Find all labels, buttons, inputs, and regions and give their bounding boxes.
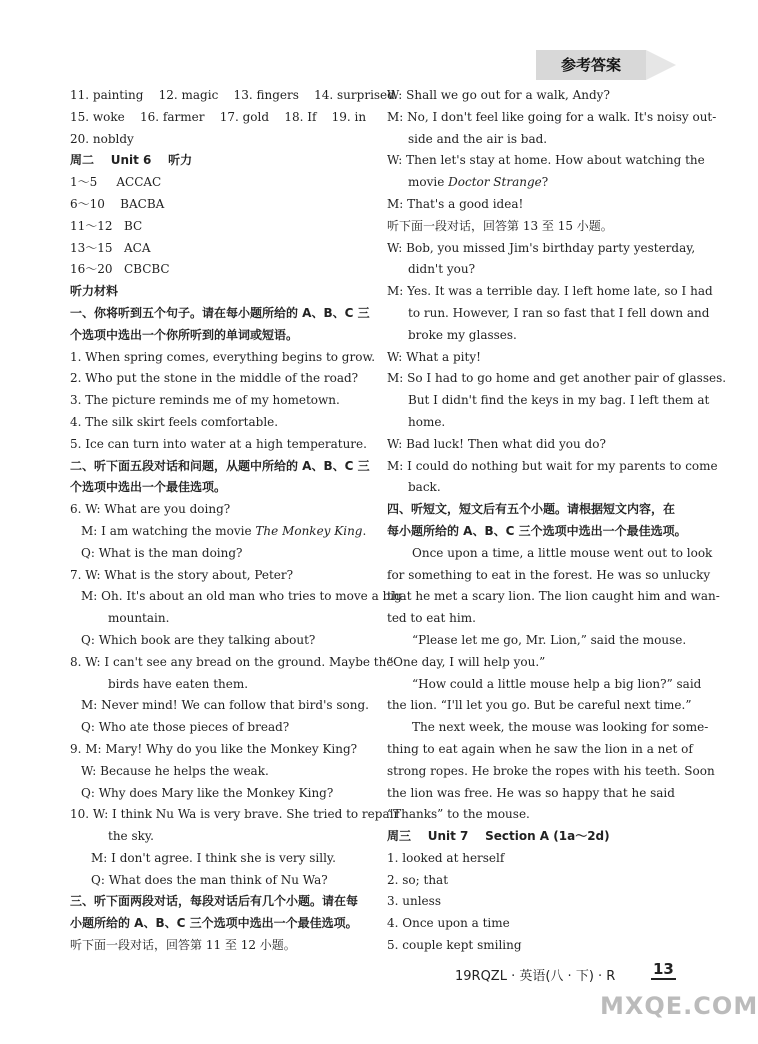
watermark: MXQE.COM (600, 992, 758, 1020)
left-line: 个选项中选出一个你所听到的单词或短语。 (70, 327, 299, 342)
left-line: 6. W: What are you doing? (70, 502, 231, 517)
right-line: didn't you? (408, 262, 476, 277)
left-line: M: I am watching the movie The Monkey King. (81, 523, 367, 538)
right-line: M: So I had to go home and get another pair of glasses. (387, 371, 727, 386)
left-line: Q: What is the man doing? (81, 545, 243, 560)
left-line: 三、听下面两段对话，每段对话后有几个小题。请在每 (70, 894, 359, 909)
left-line: 11～12 BC (70, 218, 143, 233)
left-line: 13～15 ACA (70, 240, 151, 255)
left-line: Q: Who ate those pieces of bread? (81, 720, 290, 735)
left-line: 二、听下面五段对话和问题，从题中所给的 A、B、C 三 (70, 458, 370, 473)
right-line: “Please let me go, Mr. Lion,” said the mouse. (412, 632, 687, 647)
right-line: M: No, I don't feel like going for a walk. It's noisy out- (387, 109, 717, 124)
right-line: that he met a scary lion. The lion caught him and wan- (387, 589, 720, 604)
right-column (387, 85, 727, 957)
left-line: 周二 Unit 6 听力 (70, 153, 193, 168)
left-line: M: Oh. It's about an old man who tries to move a big (81, 589, 402, 604)
left-line: mountain. (108, 611, 170, 626)
right-line: the lion. “I'll let you go. But be careful next time.” (387, 698, 692, 713)
right-line: 5. couple kept smiling (387, 938, 522, 953)
left-line: 个选项中选出一个最佳选项。 (70, 480, 227, 495)
right-line: thing to eat again when he saw the lion in a net of (387, 741, 693, 756)
right-line: back. (408, 480, 441, 495)
left-line: 小题所给的 A、B、C 三个选项中选出一个最佳选项。 (70, 916, 358, 931)
left-line: 20. nobldy (70, 131, 134, 146)
footer-book-code: 19RQZL · 英语(八 · 下) · R (455, 969, 616, 984)
right-line: But I didn't find the keys in my bag. I left them at (408, 393, 710, 408)
right-line: home. (408, 414, 446, 429)
right-line: “One day, I will help you.” (387, 654, 546, 669)
right-line: “Thanks” to the mouse. (387, 807, 530, 822)
left-line: 4. The silk skirt feels comfortable. (70, 414, 279, 429)
left-line: 8. W: I can't see any bread on the ground. Maybe the (70, 654, 394, 669)
left-column (70, 85, 402, 957)
left-line: M: Never mind! We can follow that bird's song. (81, 698, 369, 713)
right-line: W: What a pity! (387, 349, 481, 364)
right-line: 4. Once upon a time (387, 916, 510, 931)
right-line: 2. so; that (387, 872, 449, 887)
right-line: W: Shall we go out for a walk, Andy? (387, 88, 610, 102)
right-line: M: Yes. It was a terrible day. I left home late, so I had (387, 284, 713, 299)
right-line: W: Then let's stay at home. How about watching the (387, 153, 705, 168)
right-line: side and the air is bad. (408, 131, 548, 146)
right-line: The next week, the mouse was looking for some- (412, 720, 709, 735)
left-line: 5. Ice can turn into water at a high temperature. (70, 436, 367, 451)
left-line: 16～20 CBCBC (70, 262, 170, 277)
right-line: ted to eat him. (387, 611, 476, 626)
right-line: M: I could do nothing but wait for my parents to come (387, 458, 718, 473)
left-line: 一、你将听到五个句子。请在每小题所给的 A、B、C 三 (70, 305, 370, 320)
left-line: 3. The picture reminds me of my hometown. (70, 393, 340, 408)
left-line: 7. W: What is the story about, Peter? (70, 567, 294, 582)
right-line: movie Doctor Strange? (408, 175, 549, 190)
left-line: W: Because he helps the weak. (81, 763, 269, 778)
right-line: “How could a little mouse help a big lion?” said (412, 676, 702, 691)
right-line: 3. unless (387, 894, 441, 909)
right-line: W: Bad luck! Then what did you do? (387, 436, 606, 451)
right-line: W: Bob, you missed Jim's birthday party yesterday, (387, 240, 696, 255)
left-line: 11. painting 12. magic 13. fingers 14. surprised (70, 88, 395, 102)
left-line: 听下面一段对话，回答第 11 至 12 小题。 (70, 938, 296, 953)
left-line: birds have eaten them. (108, 676, 249, 691)
left-line: 听力材料 (70, 284, 119, 299)
right-line: 1. looked at herself (387, 850, 505, 865)
left-line: 1～5 ACCAC (70, 175, 162, 190)
page-number: 13 (653, 960, 674, 978)
right-line: broke my glasses. (408, 327, 517, 342)
tab-arrow-decoration (646, 50, 676, 80)
right-line: 每小题所给的 A、B、C 三个选项中选出一个最佳选项。 (387, 523, 687, 538)
left-line: 2. Who put the stone in the middle of the road? (70, 371, 359, 386)
right-line: the lion was free. He was so happy that he said (387, 785, 675, 800)
right-line: M: That's a good idea! (387, 196, 524, 211)
left-line: Q: Which book are they talking about? (81, 632, 316, 647)
left-line: 10. W: I think Nu Wa is very brave. She tried to repair (70, 807, 400, 822)
left-line: 1. When spring comes, everything begins to grow. (70, 349, 376, 364)
right-line: 听下面一段对话，回答第 13 至 15 小题。 (387, 218, 613, 233)
left-line: 6～10 BACBA (70, 196, 165, 211)
left-line: Q: What does the man think of Nu Wa? (91, 872, 328, 887)
answer-key-tab: 参考答案 (536, 50, 646, 80)
left-line: Q: Why does Mary like the Monkey King? (81, 785, 334, 800)
right-line: for something to eat in the forest. He was so unlucky (387, 567, 711, 582)
right-line: to run. However, I ran so fast that I fell down and (408, 305, 710, 320)
right-line: Once upon a time, a little mouse went out to look (412, 545, 713, 560)
right-line: strong ropes. He broke the ropes with his teeth. Soon (387, 763, 715, 778)
left-line: 15. woke 16. farmer 17. gold 18. If 19. in (70, 109, 367, 124)
right-line: 四、听短文，短文后有五个小题。请根据短文内容，在 (387, 502, 676, 517)
left-line: the sky. (108, 829, 154, 844)
left-line: 9. M: Mary! Why do you like the Monkey King? (70, 741, 358, 756)
right-line: 周三 Unit 7 Section A (1a～2d) (387, 829, 610, 844)
left-line: M: I don't agree. I think she is very silly. (91, 850, 336, 865)
